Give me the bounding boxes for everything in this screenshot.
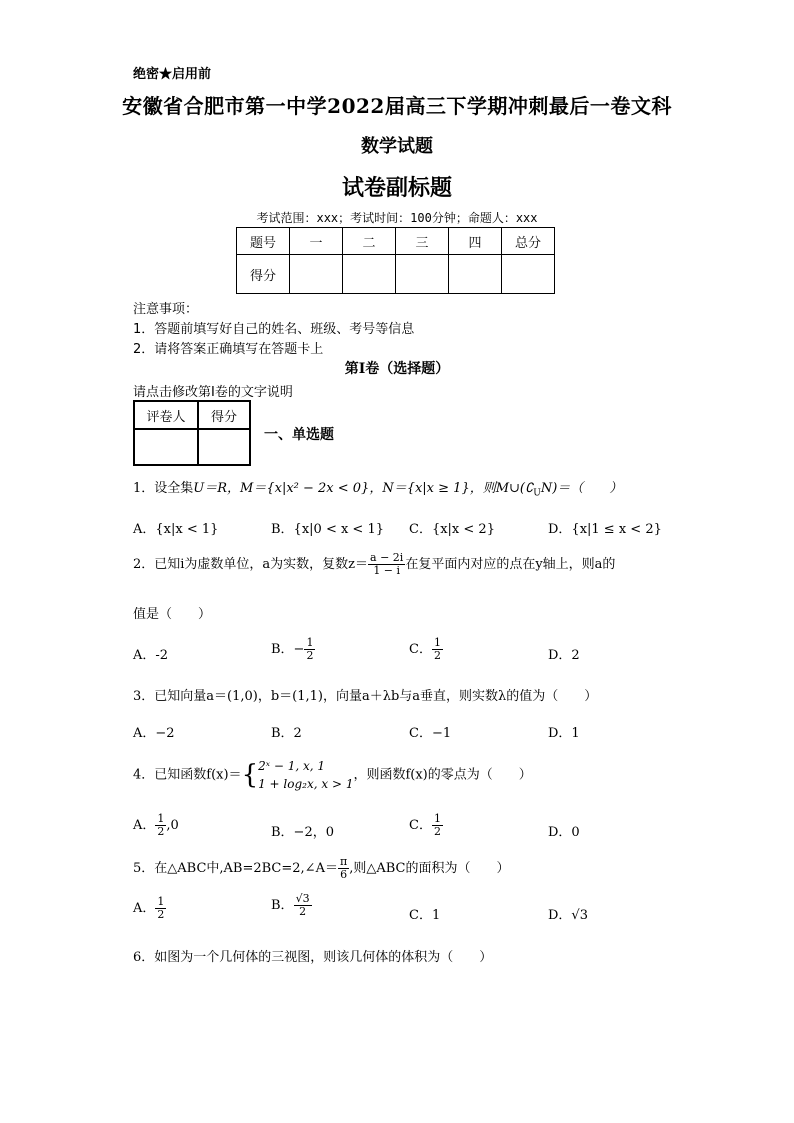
score-header-cell: 题号	[237, 228, 290, 255]
exam-subtitle: 试卷副标题	[341, 175, 452, 201]
grader-blank-row	[134, 429, 250, 465]
question-4	[133, 757, 532, 793]
fraction-numerator: 1	[433, 812, 441, 825]
grader-table	[133, 400, 251, 466]
score-table	[236, 227, 555, 294]
q5-text-cont: ,则△ABC的面积为（ ）	[349, 861, 510, 877]
q4-option-a	[133, 813, 179, 838]
q2-option-d: D．2	[548, 648, 580, 663]
exam-title-line2: 数学试题	[361, 136, 433, 157]
score-cell	[502, 255, 555, 294]
grader-header-cell: 得分	[198, 401, 250, 429]
q5-option-d: D．√3	[548, 908, 588, 923]
score-cell	[343, 255, 396, 294]
q1-option-b: B．{x|0 < x < 1}	[271, 522, 384, 537]
score-cell	[290, 255, 343, 294]
question-3: 3．已知向量a＝(1,0)，b＝(1,1)，向量a＋λb与a垂直，则实数λ的值为（ ）	[133, 689, 598, 704]
q2-option-b-fraction	[304, 637, 315, 662]
q2-fraction-numerator: a − 2i	[370, 551, 404, 564]
q5-option-b-label: B．	[271, 898, 294, 914]
q1-option-d: D．{x|1 ≤ x < 2}	[548, 522, 662, 537]
fraction-denominator: 2	[157, 825, 165, 839]
score-cell	[449, 255, 502, 294]
q5-option-b	[271, 893, 312, 918]
q1-option-a: A．{x|x < 1}	[133, 522, 219, 537]
exam-meta: 考试范围：xxx；考试时间：100分钟；命题人：xxx	[256, 211, 538, 225]
q5-option-a-fraction	[155, 896, 166, 921]
notes-title: 注意事项：	[133, 302, 199, 317]
volume-title: 第I卷（选择题）	[344, 361, 450, 377]
q5-option-c: C．1	[409, 908, 441, 923]
fraction-denominator: 2	[157, 908, 165, 922]
q5-option-a-label: A．	[133, 901, 156, 917]
fraction-numerator: √3	[295, 892, 310, 905]
q2-fraction-denominator: 1 − i	[373, 564, 401, 578]
score-header-cell: 四	[449, 228, 502, 255]
q3-option-b: B．2	[271, 726, 302, 741]
q1-option-c: C．{x|x < 2}	[409, 522, 495, 537]
q2-option-c-fraction	[432, 637, 443, 662]
q4-option-b: B．−2，0	[271, 825, 334, 840]
fraction-denominator: 2	[433, 649, 441, 663]
section-heading: 一、单选题	[264, 427, 334, 443]
fraction-denominator: 2	[299, 905, 307, 919]
q2-option-a: A．-2	[133, 648, 169, 663]
score-cell	[396, 255, 449, 294]
fraction-denominator: 6	[340, 868, 348, 882]
q2-fraction	[368, 552, 405, 577]
score-row-label: 得分	[237, 255, 290, 294]
q1-sets: M＝{x|x² − 2x < 0}，N＝{x|x ≥ 1}，则M∪(∁	[240, 481, 534, 496]
q4-option-c	[409, 813, 443, 838]
q4-piecewise	[258, 757, 353, 793]
piecewise-brace-icon: {	[241, 760, 259, 790]
note-item: 2．请将答案正确填写在答题卡上	[133, 342, 324, 357]
fraction-numerator: 1	[157, 812, 165, 825]
question-2	[133, 552, 615, 577]
confidential-label: 绝密★启用前	[133, 67, 212, 82]
q4-option-c-label: C．	[409, 818, 432, 834]
fraction-numerator: π	[339, 855, 348, 868]
q4-option-a-tail: ,0	[166, 818, 179, 834]
note-item: 1．答题前填写好自己的姓名、班级、考号等信息	[133, 322, 415, 337]
score-header-cell: 一	[290, 228, 343, 255]
grader-header-cell: 评卷人	[134, 401, 198, 429]
q1-ending: N)＝（ ）	[540, 481, 623, 496]
q2-text-cont: 在复平面内对应的点在y轴上，则a的	[405, 557, 616, 573]
score-header-cell: 三	[396, 228, 449, 255]
fraction-denominator: 2	[433, 825, 441, 839]
score-header-cell: 总分	[502, 228, 555, 255]
grader-cell	[198, 429, 250, 465]
score-table-score-row	[237, 255, 555, 294]
q5-option-b-fraction	[294, 893, 312, 918]
question-6: 6．如图为一个几何体的三视图，则该几何体的体积为（ ）	[133, 950, 493, 965]
q2-text: 2．已知i为虚数单位，a为实数，复数z＝	[133, 557, 369, 573]
fraction-denominator: 2	[306, 649, 314, 663]
q3-option-a: A．−2	[133, 726, 175, 741]
exam-title-line1: 安徽省合肥市第一中学2022届高三下学期冲刺最后一卷文科	[122, 94, 672, 118]
q1-text: 1．设全集	[133, 481, 194, 496]
question-5	[133, 856, 509, 881]
score-table-header-row	[237, 228, 555, 255]
q5-text: 5．在△ABC中,AB=2BC=2,∠A＝	[133, 861, 338, 877]
q1-universal-set: U＝R，	[193, 481, 241, 496]
q5-fraction	[338, 856, 349, 881]
fraction-numerator: 1	[306, 636, 314, 649]
volume-description: 请点击修改第I卷的文字说明	[133, 385, 293, 400]
grader-header-row	[134, 401, 250, 429]
q4-piece-1: 2ˣ − 1, x, 1	[258, 759, 325, 773]
q2-text-line2: 值是（ ）	[133, 607, 212, 622]
grader-cell	[134, 429, 198, 465]
q4-option-a-label: A．	[133, 818, 156, 834]
q2-option-b-label: B．−	[271, 642, 305, 658]
q2-option-c	[409, 637, 443, 662]
q3-option-c: C．−1	[409, 726, 452, 741]
score-header-cell: 二	[343, 228, 396, 255]
q2-option-b	[271, 637, 315, 662]
q3-option-d: D．1	[548, 726, 580, 741]
q4-text-cont: ，则函数f(x)的零点为（ ）	[353, 767, 532, 783]
q1-complement-subscript: U	[533, 488, 541, 499]
fraction-numerator: 1	[157, 895, 165, 908]
q2-option-c-label: C．	[409, 642, 432, 658]
fraction-numerator: 1	[433, 636, 441, 649]
q4-option-d: D．0	[548, 825, 580, 840]
q4-text: 4．已知函数f(x)＝	[133, 767, 242, 783]
q5-option-a	[133, 896, 166, 921]
question-1	[133, 477, 622, 499]
q4-piece-2: 1 + log₂x, x > 1	[258, 777, 354, 791]
q4-option-c-fraction	[432, 813, 443, 838]
q4-option-a-fraction	[155, 813, 166, 838]
